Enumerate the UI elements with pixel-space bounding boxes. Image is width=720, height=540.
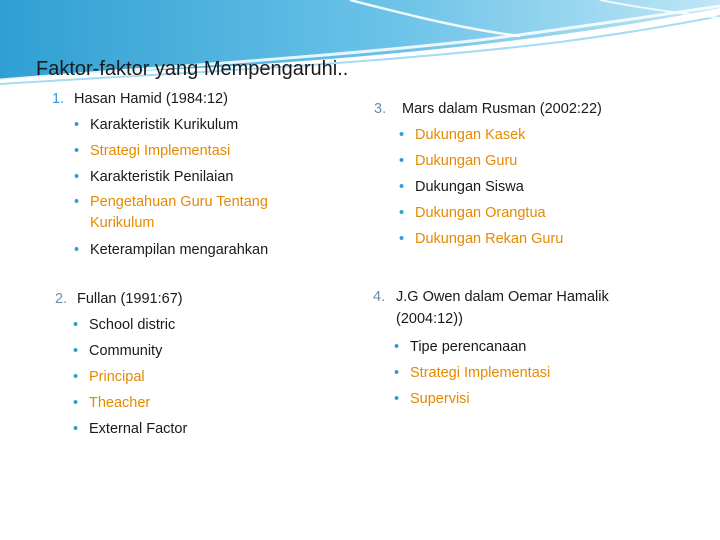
- bullet-icon: •: [74, 117, 80, 133]
- section-heading: Fullan (1991:67): [77, 291, 183, 307]
- list-item: • External Factor: [73, 416, 345, 442]
- factor-section-hasan-hamid: [52, 86, 342, 263]
- bullet-icon: •: [399, 127, 405, 143]
- bullet-icon: •: [394, 365, 400, 381]
- bullet-icon: •: [73, 317, 79, 333]
- bullet-icon: •: [394, 339, 400, 355]
- section-number: 4.: [373, 289, 386, 305]
- list-item: • Strategi Implementasi: [394, 360, 673, 386]
- list-item: • Dukungan Kasek: [399, 122, 674, 148]
- bullet-icon: •: [74, 143, 80, 159]
- list-item: • Strategi Implementasi: [74, 138, 342, 164]
- bullet-icon: •: [74, 194, 80, 210]
- list-item: • Community: [73, 338, 345, 364]
- bullet-icon: •: [73, 395, 79, 411]
- list-item: • Dukungan Rekan Guru: [399, 226, 674, 252]
- list-item: • Theacher: [73, 390, 345, 416]
- bullet-icon: •: [73, 421, 79, 437]
- bullet-icon: •: [73, 343, 79, 359]
- bullet-icon: •: [399, 153, 405, 169]
- section-number: 2.: [55, 291, 68, 307]
- section-number: 1.: [52, 91, 65, 107]
- factor-section-owen-hamalik: [373, 286, 673, 412]
- factor-section-fullan: [55, 286, 345, 442]
- section-heading: Mars dalam Rusman (2002:22): [402, 101, 602, 117]
- list-item: • Dukungan Siswa: [399, 174, 674, 200]
- list-item: • Karakteristik Penilaian: [74, 164, 342, 190]
- bullet-icon: •: [74, 242, 80, 258]
- bullet-icon: •: [399, 205, 405, 221]
- list-item: • Dukungan Orangtua: [399, 200, 674, 226]
- list-item: • Karakteristik Kurikulum: [74, 112, 342, 138]
- factor-section-mars-rusman: [374, 96, 674, 252]
- page-title: Faktor-faktor yang Mempengaruhi..: [36, 58, 349, 80]
- bullet-icon: •: [399, 231, 405, 247]
- bullet-icon: •: [73, 369, 79, 385]
- section-number: 3.: [374, 101, 387, 117]
- section-heading: Hasan Hamid (1984:12): [74, 91, 228, 107]
- list-item: • School distric: [73, 312, 345, 338]
- list-item: • Principal: [73, 364, 345, 390]
- section-heading: J.G Owen dalam Oemar Hamalik (2004:12)): [396, 289, 609, 327]
- list-item: • Supervisi: [394, 386, 673, 412]
- bullet-icon: •: [399, 179, 405, 195]
- list-item: • Pengetahuan Guru Tentang Kurikulum: [74, 194, 268, 231]
- list-item: • Dukungan Guru: [399, 148, 674, 174]
- bullet-icon: •: [394, 391, 400, 407]
- list-item: • Tipe perencanaan: [394, 334, 673, 360]
- bullet-icon: •: [74, 169, 80, 185]
- list-item: • Keterampilan mengarahkan: [74, 237, 342, 263]
